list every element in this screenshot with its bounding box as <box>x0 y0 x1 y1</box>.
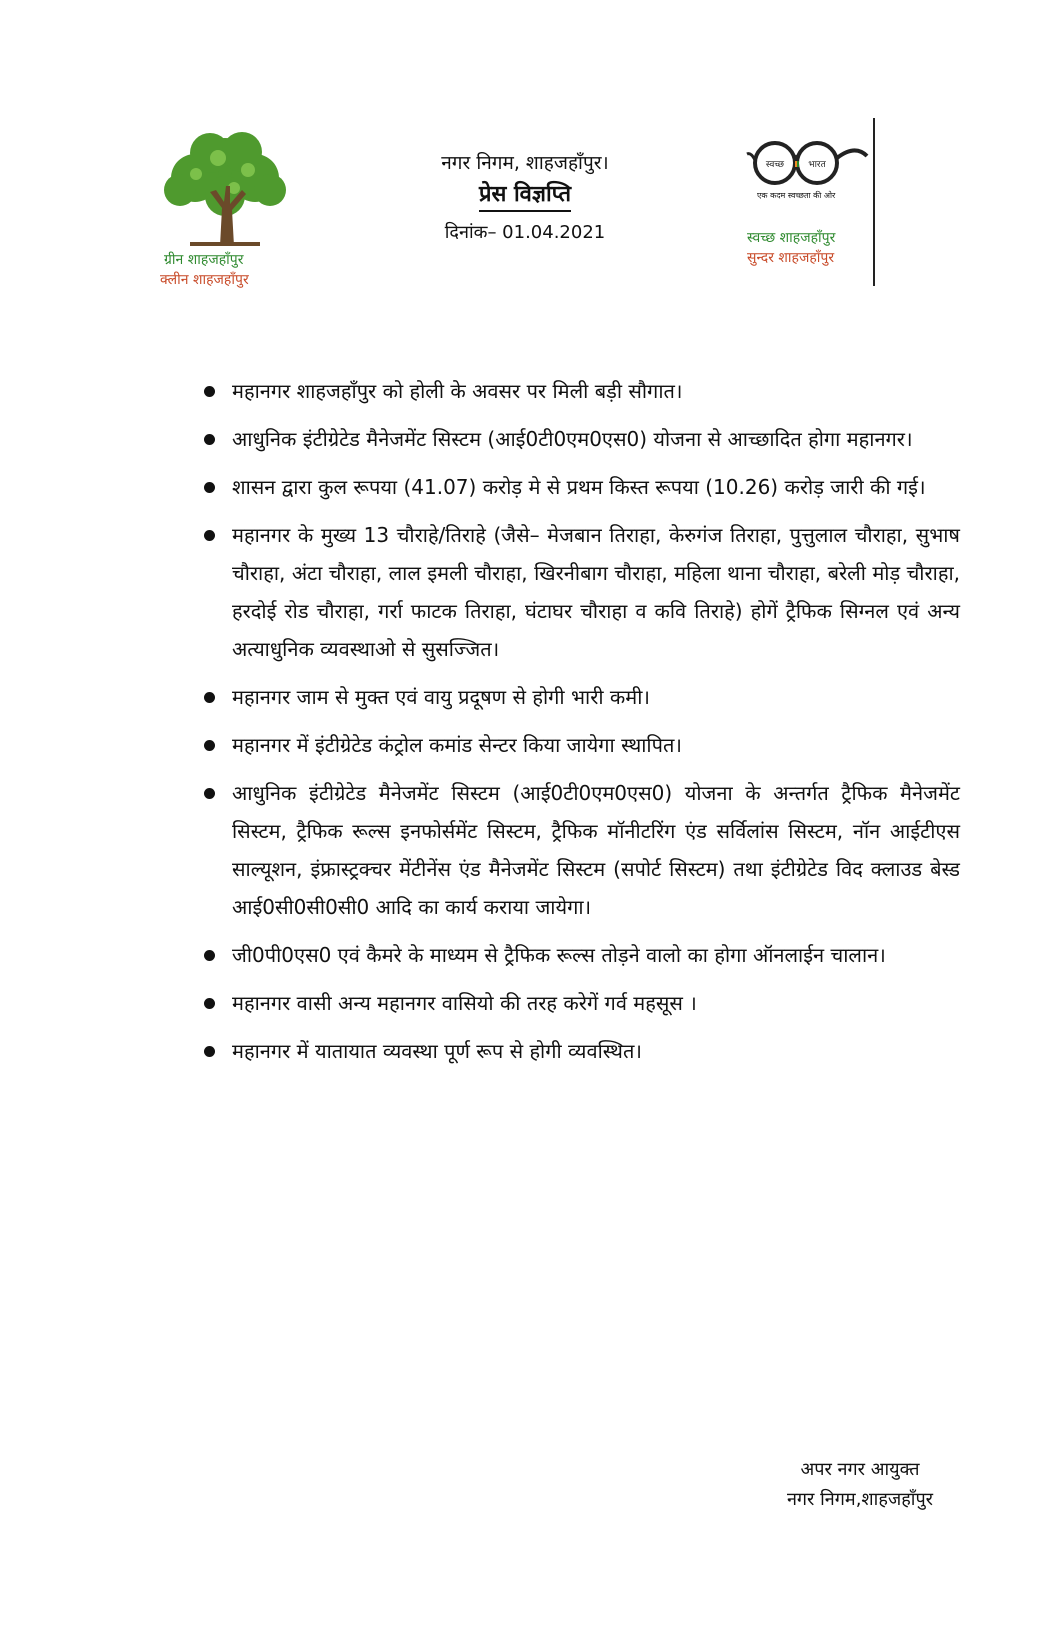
bullet-icon <box>204 740 215 751</box>
logo-text-green: ग्रीन शाहजहाँपुर <box>164 252 244 268</box>
bullet-icon <box>204 434 215 445</box>
title-block <box>390 150 660 246</box>
point-text: जी0पी0एस0 एवं कैमरे के माध्यम से ट्रैफिक रूल्स तोड़ने वालो का होगा ऑनलाईन चालान। <box>232 943 886 967</box>
bullet-icon <box>204 1046 215 1057</box>
bullet-icon <box>204 692 215 703</box>
logo-tagline: एक कदम स्वच्छता की ओर <box>757 191 836 200</box>
point-text: महानगर जाम से मुक्त एवं वायु प्रदूषण से होगी भारी कमी। <box>232 685 650 709</box>
point-text: महानगर में यातायात व्यवस्था पूर्ण रूप से होगी व्यवस्थित। <box>232 1039 642 1063</box>
list-item <box>200 726 960 764</box>
lens-left-text: स्वच्छ <box>765 160 785 170</box>
list-item <box>200 516 960 668</box>
point-text: महानगर वासी अन्य महानगर वासियो की तरह करेगें गर्व महसूस । <box>232 991 697 1015</box>
signatory-designation: अपर नगर आयुक्त <box>800 1459 920 1480</box>
bullet-icon <box>204 530 215 541</box>
green-shahjahanpur-logo <box>150 128 300 298</box>
bullet-icon <box>204 788 215 799</box>
bullet-icon <box>204 482 215 493</box>
header-divider <box>873 118 875 286</box>
point-text: शासन द्वारा कुल रूपया (41.07) करोड़ मे से प्रथम किस्त रूपया (10.26) करोड़ जारी की गई। <box>232 475 926 499</box>
point-text: महानगर में इंटीग्रेटेड कंट्रोल कमांड सेन्टर किया जायेगा स्थापित। <box>232 733 682 757</box>
list-item <box>200 468 960 506</box>
document-date: दिनांक– 01.04.2021 <box>444 222 606 243</box>
document-title: प्रेस विज्ञप्ति <box>479 180 571 212</box>
bullet-icon <box>204 998 215 1009</box>
swachh-bharat-logo <box>745 118 885 288</box>
point-text: आधुनिक इंटीग्रेटेड मैनेजमेंट सिस्टम (आई0टी0एम0एस0) योजना से आच्छादित होगा महानगर। <box>232 427 913 451</box>
organization-name: नगर निगम, शाहजहाँपुर। <box>441 152 609 174</box>
list-item <box>200 678 960 716</box>
lens-right-text: भारत <box>808 160 826 170</box>
signature-block <box>760 1455 960 1515</box>
logo-text-clean: क्लीन शाहजहाँपुर <box>160 272 249 288</box>
point-text: महानगर के मुख्य 13 चौराहे/तिराहे (जैसे– मेजबान तिराहा, केरुगंज तिराहा, पुत्तुलाल चौराहा, सुभाष चौराहा, अंटा चौराहा, लाल इमली चौराहा, खिरनीबाग चौराहा, महिला थाना चौराहा, बरेली मोड़ चौराहा, हरदोई रोड चौराहा, गर्रा फाटक तिराहा, घंटाघर चौराहा व कवि तिराहे) होगें ट्रैफिक सिग्नल एवं अन्य अत्याधुनिक व्यवस्थाओ से सुसज्जित। <box>232 523 960 661</box>
logo-text-swachh: स्वच्छ शाहजहाँपुर <box>747 230 836 246</box>
list-item <box>200 984 960 1022</box>
bullet-icon <box>204 386 215 397</box>
letterhead <box>0 0 1054 320</box>
press-points-list <box>200 372 960 1080</box>
logo-text-sundar: सुन्दर शाहजहाँपुर <box>747 250 835 266</box>
list-item <box>200 774 960 926</box>
list-item <box>200 1032 960 1070</box>
point-text: महानगर शाहजहाँपुर को होली के अवसर पर मिली बड़ी सौगात। <box>232 379 683 403</box>
glasses-icon <box>745 138 870 188</box>
tree-icon <box>150 128 300 248</box>
point-text: आधुनिक इंटीग्रेटेड मैनेजमेंट सिस्टम (आई0टी0एम0एस0) योजना के अन्तर्गत ट्रैफिक मैनेजमेंट सिस्टम, ट्रैफिक रूल्स इनफोर्समेंट सिस्टम, ट्रैफिक मॉनीटरिंग एंड सर्विलांस सिस्टम, नॉन आईटीएस साल्यूशन, इंफ्रास्ट्रक्चर मेंटीनेंस एंड मैनेजमेंट सिस्टम (सपोर्ट सिस्टम) तथा इंटीग्रेटेड विद क्लाउड बेस्ड आई0सी0सी0सी0 आदि का कार्य कराया जायेगा। <box>232 781 960 919</box>
signatory-office: नगर निगम,शाहजहाँपुर <box>786 1489 934 1510</box>
list-item <box>200 936 960 974</box>
list-item <box>200 420 960 458</box>
list-item <box>200 372 960 410</box>
bullet-icon <box>204 950 215 961</box>
